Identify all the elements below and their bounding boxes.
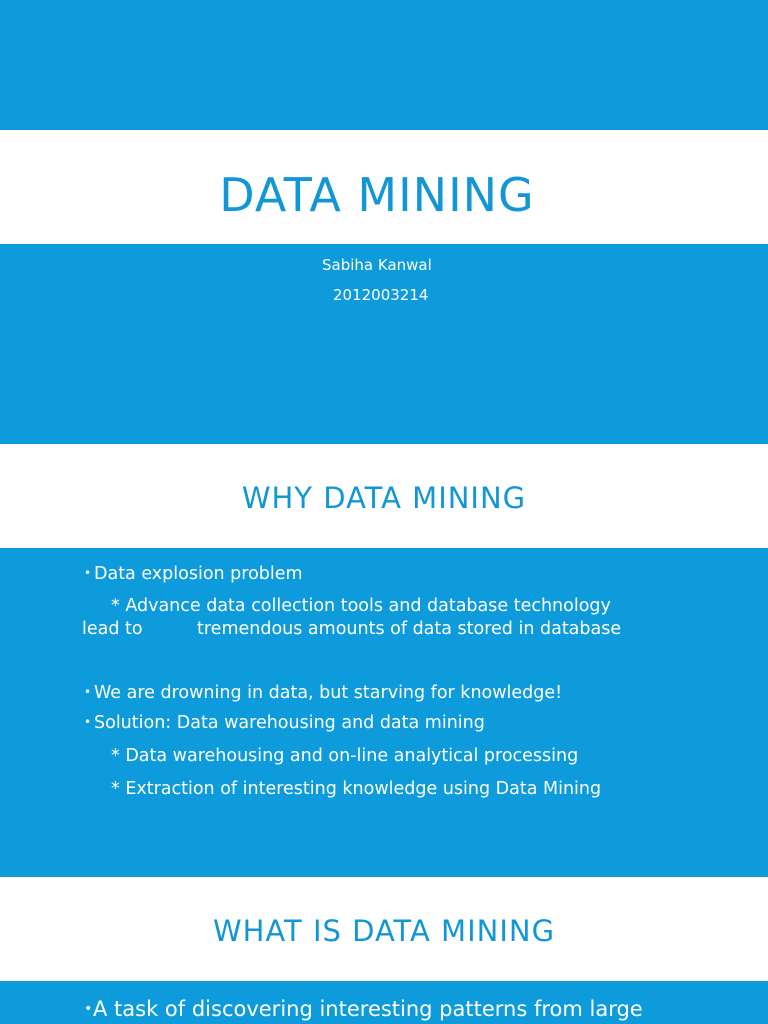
bullet-2: • <box>84 685 92 699</box>
author-name: Sabiha Kanwal <box>322 256 432 274</box>
slide2-line-2: * Advance data collection tools and database technology <box>111 596 611 616</box>
slide2-line-3b: tremendous amounts of data stored in database <box>197 619 622 639</box>
slide3-title: WHAT IS DATA MINING <box>212 914 556 948</box>
slide1-title: DATA MINING <box>219 168 535 222</box>
slide2-title: WHY DATA MINING <box>241 481 527 515</box>
author-id: 2012003214 <box>333 286 429 304</box>
slide2-line-6: * Data warehousing and on-line analytical processing <box>111 746 579 766</box>
bullet-3: • <box>84 715 92 729</box>
slide2-line-5: Solution: Data warehousing and data mining <box>94 713 485 733</box>
bullet-1: • <box>84 566 92 580</box>
bullet-4: • <box>84 1001 93 1017</box>
slide2-line-3a: lead to <box>82 619 143 639</box>
slide2-line-4: We are drowning in data, but starving for knowledge! <box>94 683 563 703</box>
slide2-line-1: Data explosion problem <box>94 564 303 584</box>
slide2-line-7: * Extraction of interesting knowledge using Data Mining <box>111 779 602 799</box>
slide1-top-band <box>0 0 768 130</box>
slide1-bottom-band <box>0 244 768 444</box>
slide3-line-1: A task of discovering interesting patterns from large <box>93 997 643 1021</box>
